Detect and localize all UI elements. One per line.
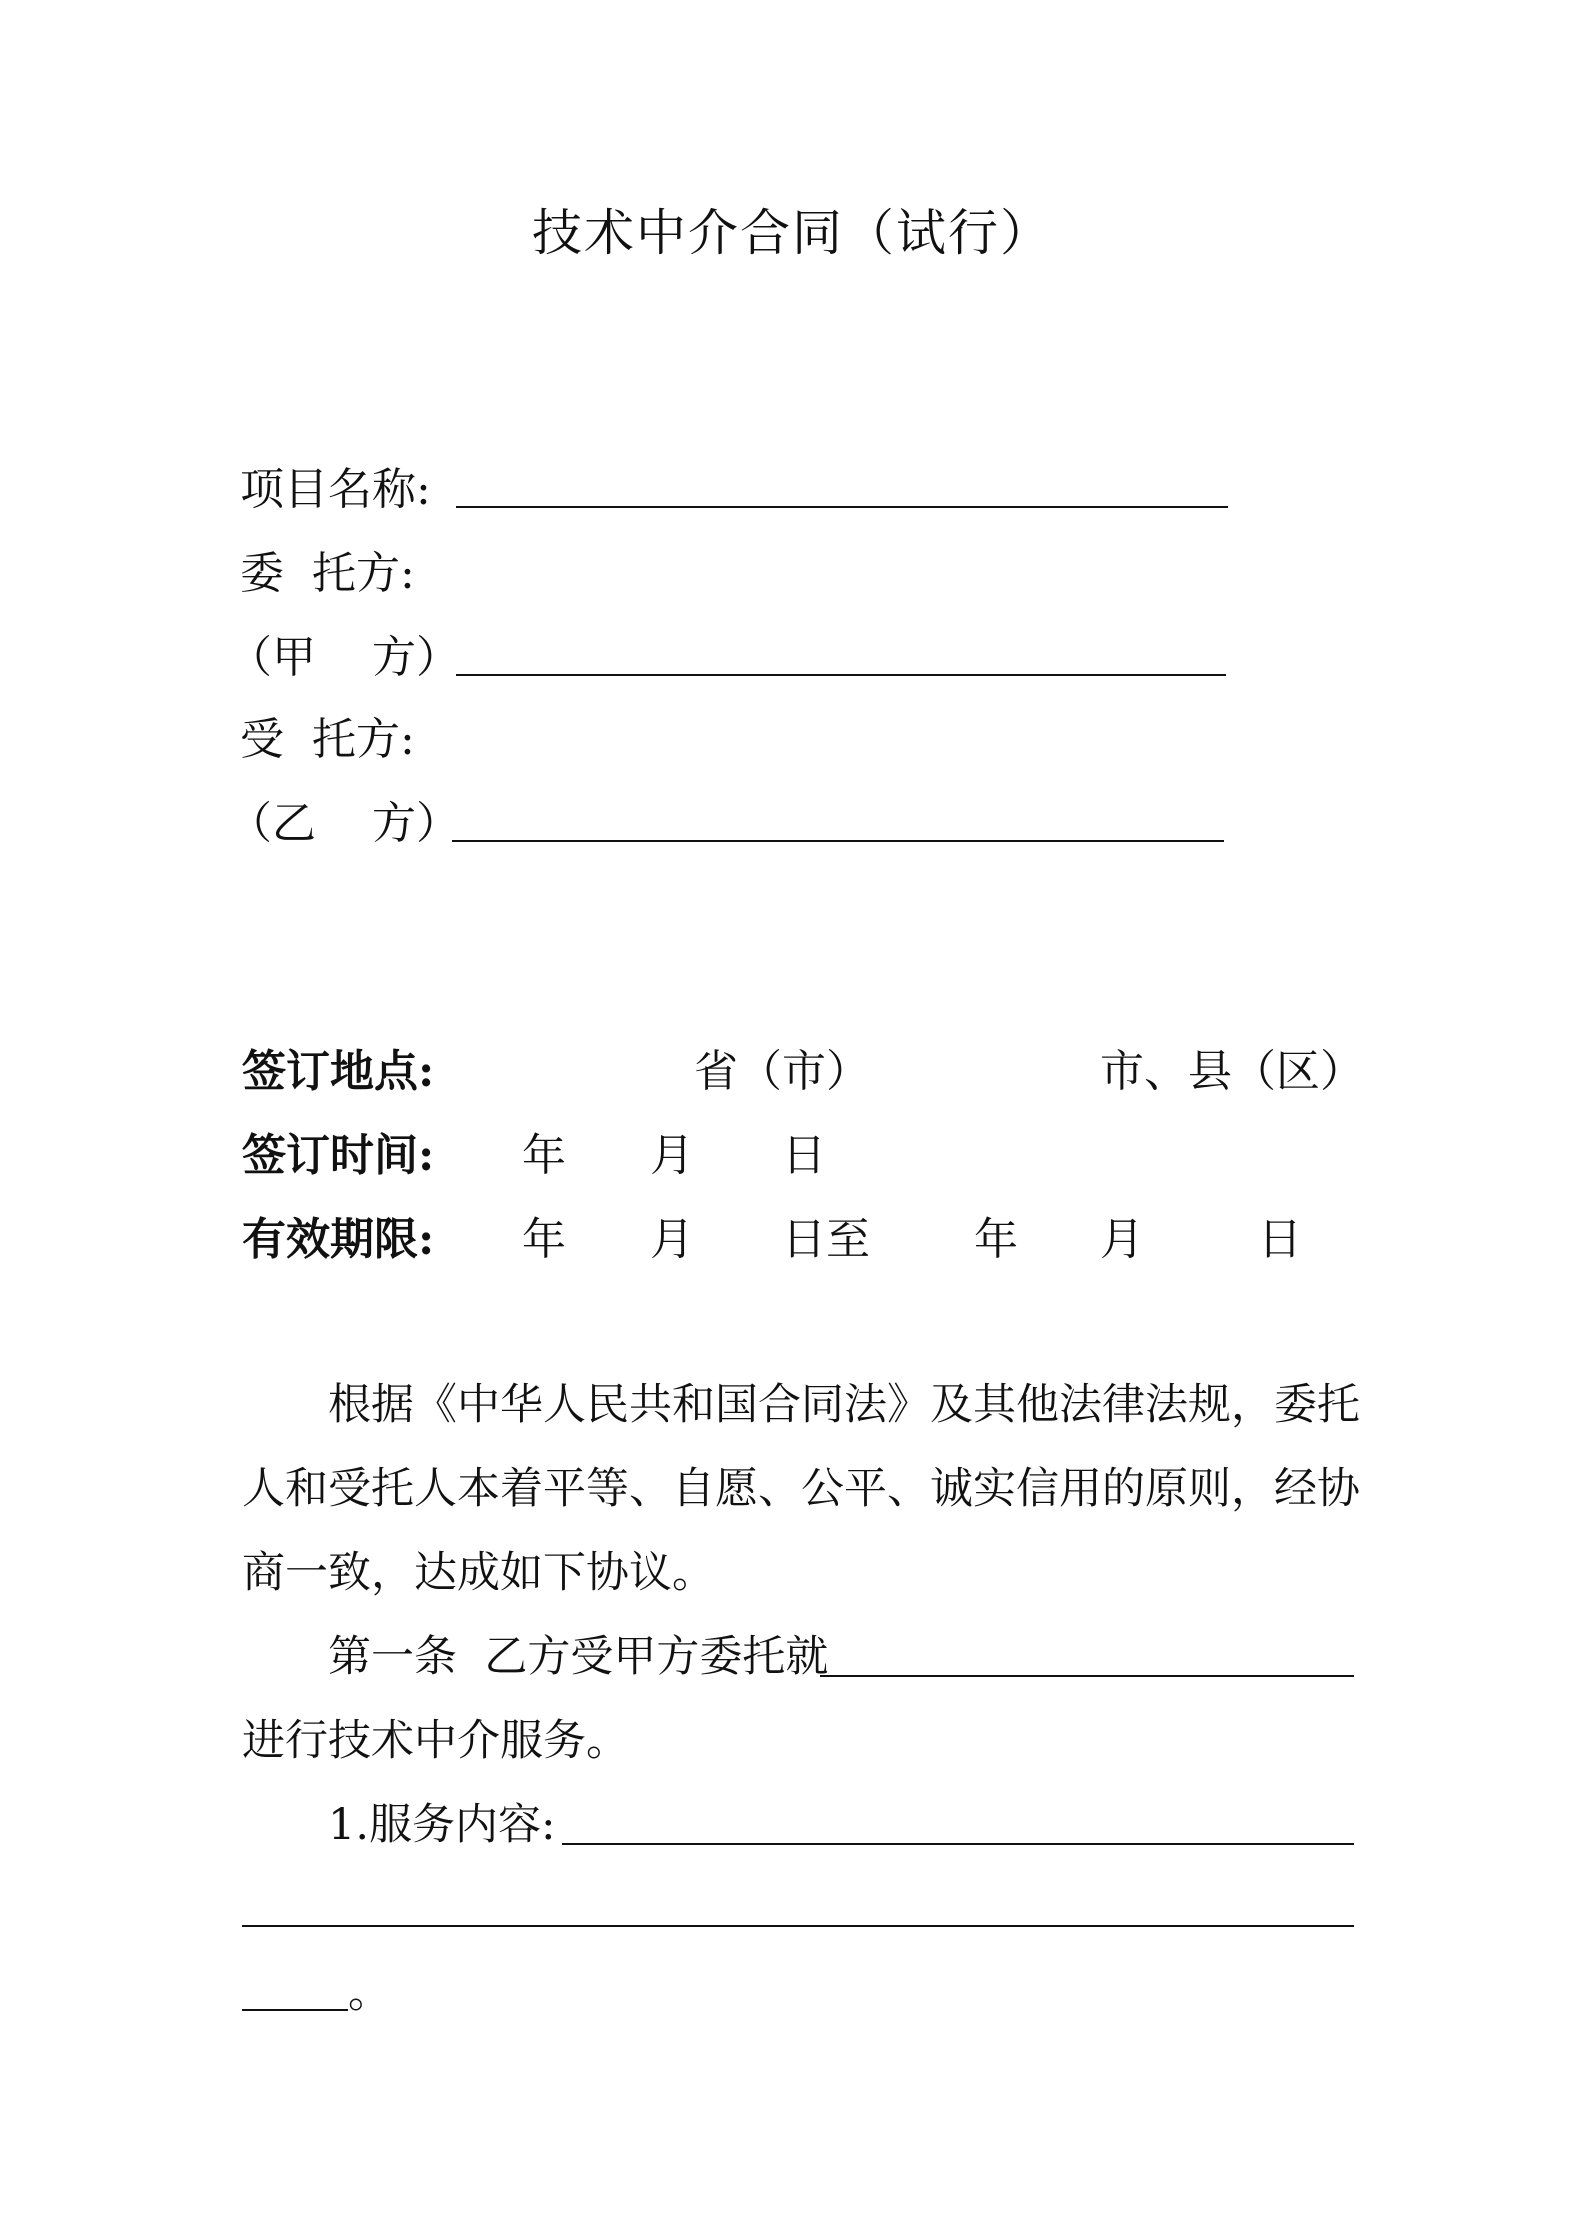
body-para1-line3: 商一致，达成如下协议。 bbox=[242, 1548, 715, 1598]
service-content-field-line3[interactable] bbox=[242, 2009, 348, 2011]
page-title: 技术中介合同（试行） bbox=[532, 204, 1052, 262]
validity-start-day-to: 日至 bbox=[782, 1214, 870, 1265]
validity-start-month: 月 bbox=[650, 1214, 694, 1265]
party-a-label: （甲 方） bbox=[228, 632, 460, 683]
agent-label: 受 托方: bbox=[240, 714, 415, 765]
end-mark: 。 bbox=[348, 1968, 391, 2018]
service-content-field-line2[interactable] bbox=[242, 1925, 1354, 1927]
service-content-field-line1[interactable] bbox=[562, 1843, 1354, 1845]
article1-continuation: 进行技术中介服务。 bbox=[242, 1716, 629, 1766]
item1-label: 1.服务内容: bbox=[328, 1800, 556, 1850]
party-a-field[interactable] bbox=[456, 674, 1226, 676]
validity-end-month: 月 bbox=[1100, 1214, 1144, 1265]
signing-day: 日 bbox=[782, 1130, 826, 1181]
article1-lead: 第一条 乙方受甲方委托就 bbox=[328, 1632, 829, 1682]
signing-month: 月 bbox=[650, 1130, 694, 1181]
party-b-field[interactable] bbox=[452, 840, 1224, 842]
validity-end-year: 年 bbox=[974, 1214, 1018, 1265]
province-text: 省（市） bbox=[694, 1046, 870, 1097]
project-name-field[interactable] bbox=[456, 506, 1228, 508]
project-name-label: 项目名称: bbox=[240, 464, 431, 515]
client-label: 委 托方: bbox=[240, 548, 415, 599]
signing-place-label: 签订地点: bbox=[242, 1046, 435, 1097]
validity-end-day: 日 bbox=[1258, 1214, 1302, 1265]
signing-year: 年 bbox=[522, 1130, 566, 1181]
body-para1-line2: 人和受托人本着平等、自愿、公平、诚实信用的原则，经协 bbox=[242, 1464, 1360, 1514]
party-b-label: （乙 方） bbox=[228, 798, 460, 849]
validity-label: 有效期限: bbox=[242, 1214, 435, 1265]
city-county-text: 市、县（区） bbox=[1100, 1046, 1364, 1097]
article1-subject-field[interactable] bbox=[820, 1675, 1354, 1677]
validity-start-year: 年 bbox=[522, 1214, 566, 1265]
body-para1-line1: 根据《中华人民共和国合同法》及其他法律法规，委托 bbox=[328, 1380, 1360, 1430]
signing-time-label: 签订时间: bbox=[242, 1130, 435, 1181]
